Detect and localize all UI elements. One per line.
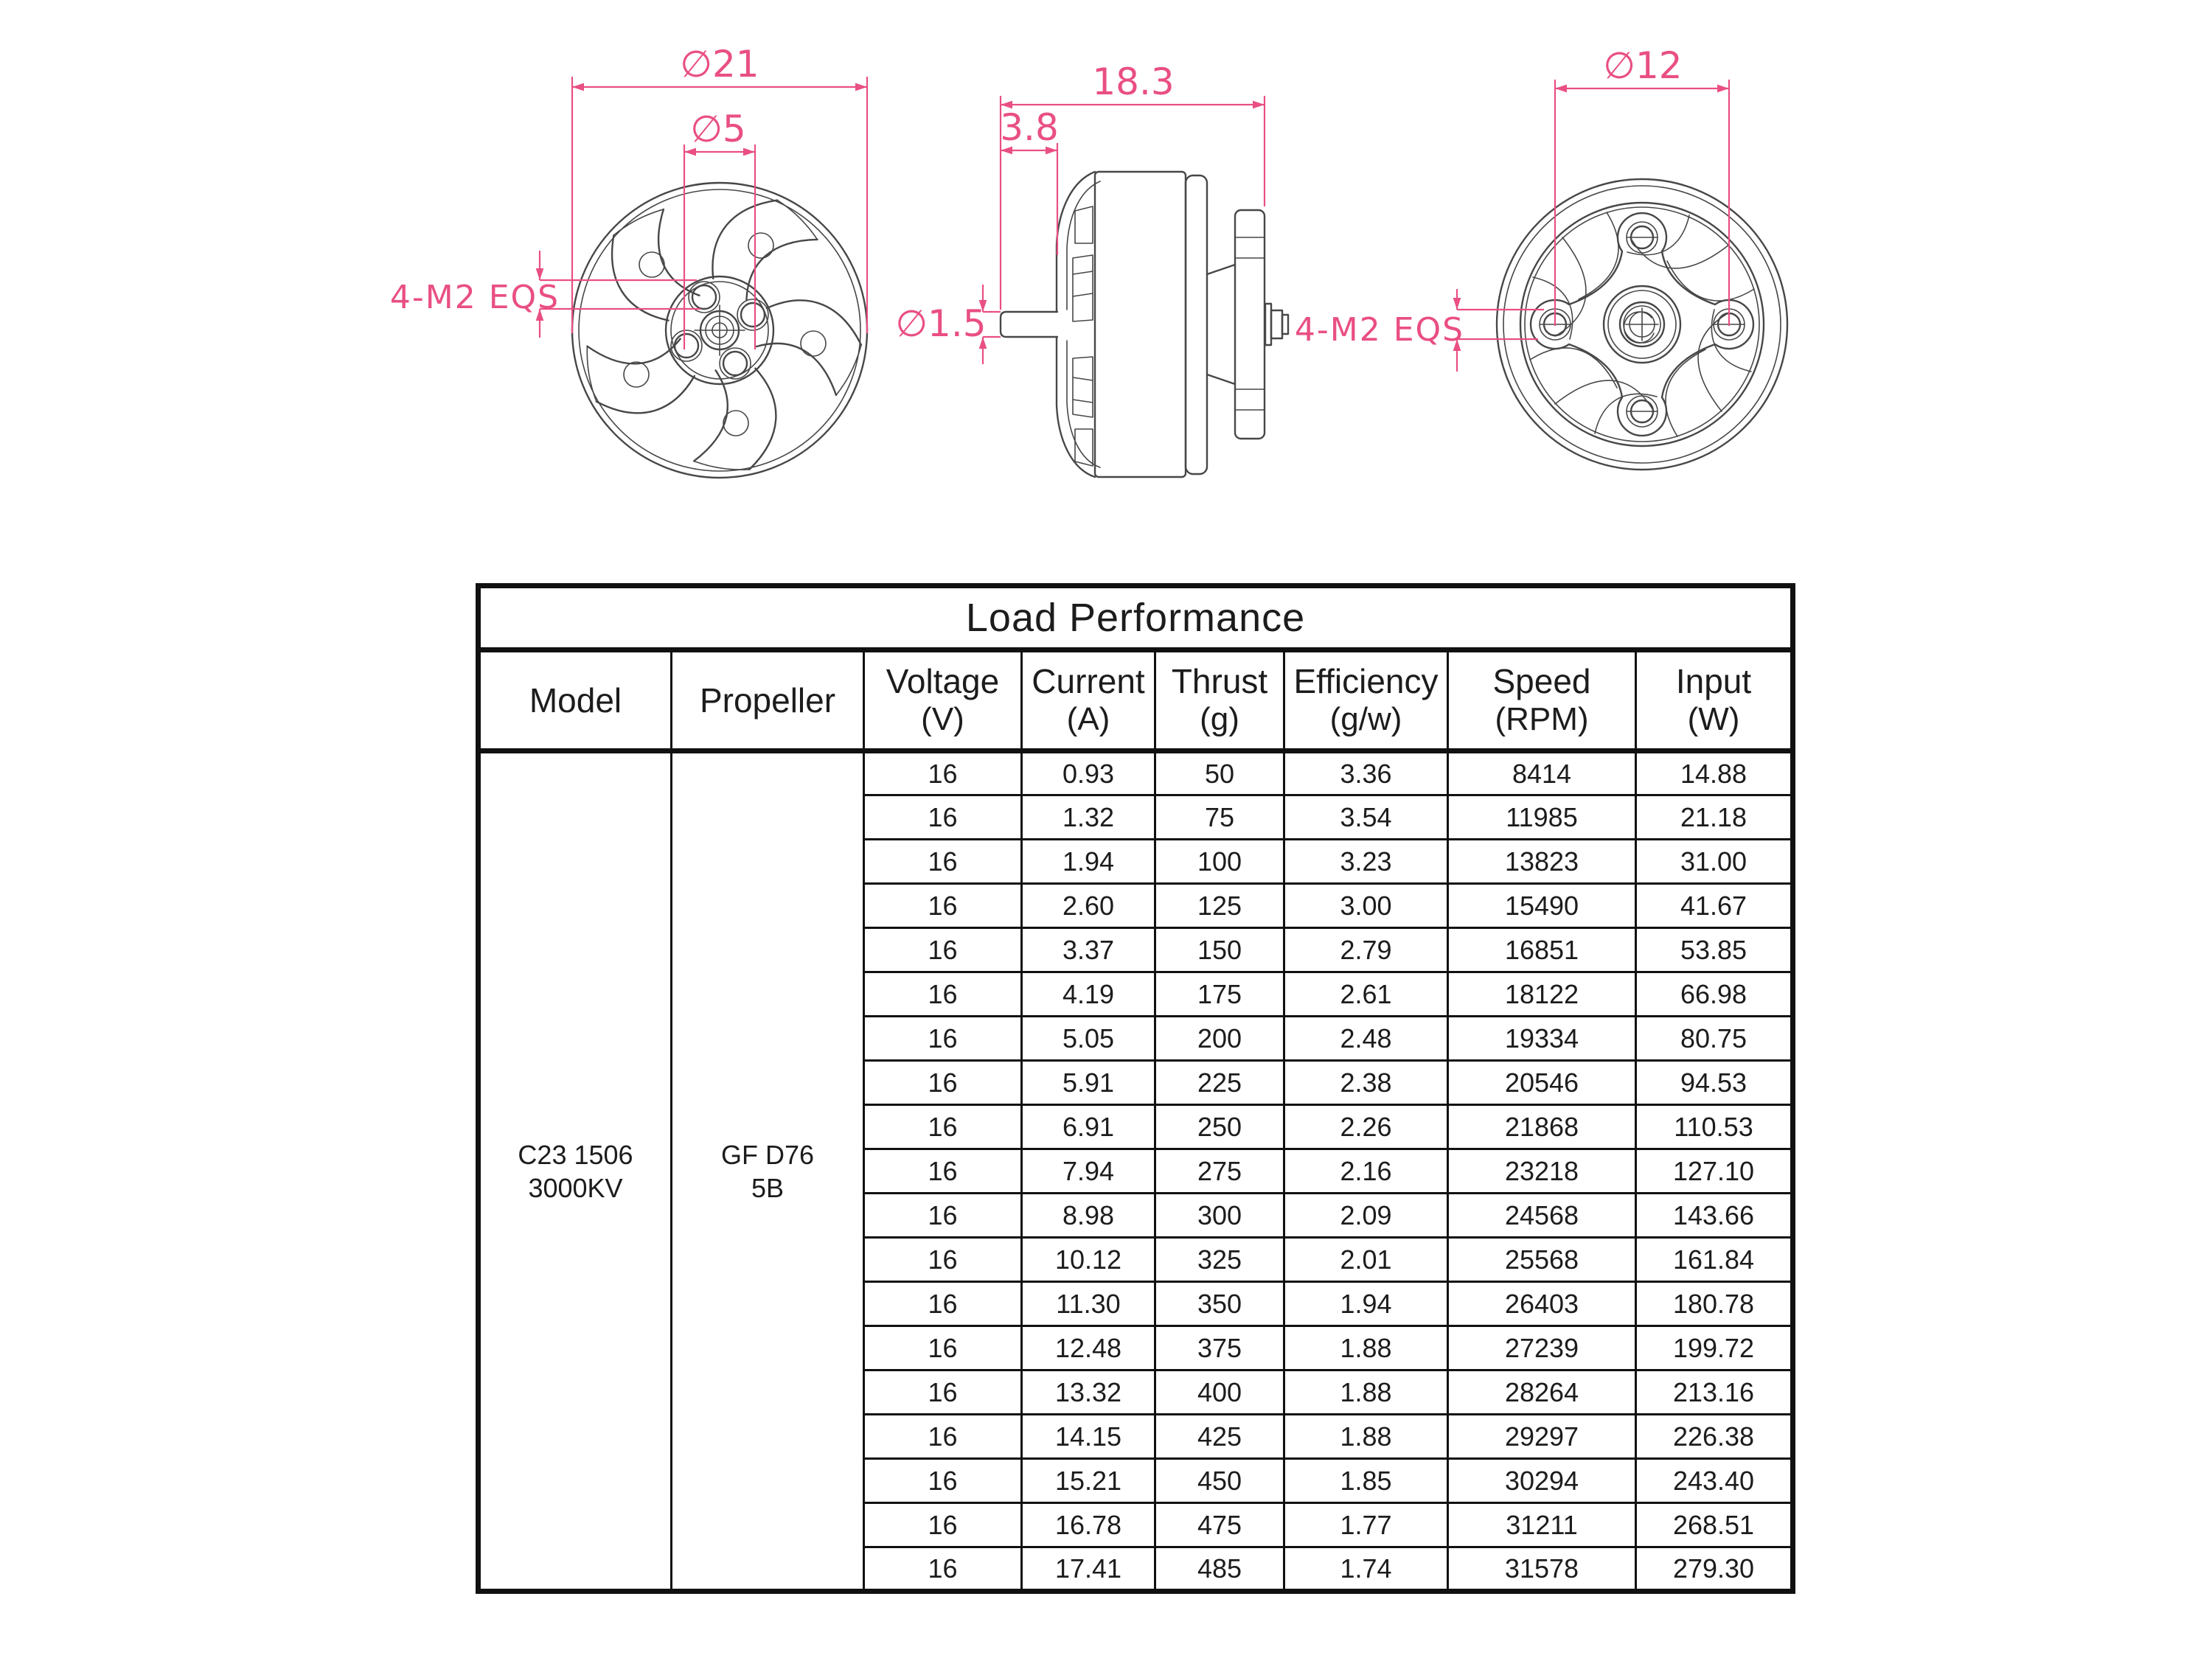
cell-thrust: 425 — [1155, 1415, 1284, 1459]
model-cell: C23 1506 3000KV — [479, 751, 672, 1592]
cell-speed: 11985 — [1448, 795, 1636, 840]
cell-input: 53.85 — [1636, 928, 1793, 972]
cell-speed: 25568 — [1448, 1238, 1636, 1282]
cell-speed: 31211 — [1448, 1503, 1636, 1547]
cell-thrust: 450 — [1155, 1459, 1284, 1503]
cell-current: 10.12 — [1022, 1238, 1155, 1282]
cell-current: 3.37 — [1022, 928, 1155, 972]
cell-input: 94.53 — [1636, 1061, 1793, 1105]
dim-label-shaft-diameter: ∅1.5 — [895, 302, 987, 345]
col-header-efficiency: Efficiency (g/w) — [1284, 650, 1448, 751]
cell-input: 161.84 — [1636, 1238, 1793, 1282]
cell-current: 11.30 — [1022, 1282, 1155, 1326]
cell-efficiency: 2.16 — [1284, 1149, 1448, 1194]
cell-thrust: 225 — [1155, 1061, 1284, 1105]
cell-current: 17.41 — [1022, 1547, 1155, 1592]
cell-current: 1.32 — [1022, 795, 1155, 840]
cell-efficiency: 2.26 — [1284, 1105, 1448, 1149]
cell-input: 66.98 — [1636, 972, 1793, 1017]
cell-voltage: 16 — [864, 928, 1022, 972]
mount-holes-label-front: 4-M2 EQS — [389, 279, 560, 316]
cell-thrust: 475 — [1155, 1503, 1284, 1547]
cell-current: 8.98 — [1022, 1194, 1155, 1238]
dim-label-bolt-circle-front: ∅5 — [690, 108, 746, 150]
cell-voltage: 16 — [864, 1459, 1022, 1503]
cell-input: 180.78 — [1636, 1282, 1793, 1326]
load-performance-table — [476, 583, 1795, 1594]
cell-input: 268.51 — [1636, 1503, 1793, 1547]
cell-input: 279.30 — [1636, 1547, 1793, 1592]
cell-efficiency: 2.09 — [1284, 1194, 1448, 1238]
cell-voltage: 16 — [864, 1149, 1022, 1194]
cell-voltage: 16 — [864, 751, 1022, 795]
cell-efficiency: 1.88 — [1284, 1415, 1448, 1459]
cell-efficiency: 1.74 — [1284, 1547, 1448, 1592]
cell-speed: 24568 — [1448, 1194, 1636, 1238]
cell-input: 127.10 — [1636, 1149, 1793, 1194]
cell-current: 0.93 — [1022, 751, 1155, 795]
cell-current: 13.32 — [1022, 1370, 1155, 1415]
cell-speed: 28264 — [1448, 1370, 1636, 1415]
cell-current: 7.94 — [1022, 1149, 1155, 1194]
mount-plate — [1235, 210, 1265, 439]
cell-speed: 19334 — [1448, 1017, 1636, 1061]
cell-thrust: 275 — [1155, 1149, 1284, 1194]
cell-speed: 15490 — [1448, 884, 1636, 928]
cell-thrust: 75 — [1155, 795, 1284, 840]
cell-efficiency: 2.48 — [1284, 1017, 1448, 1061]
cell-thrust: 150 — [1155, 928, 1284, 972]
cell-input: 243.40 — [1636, 1459, 1793, 1503]
cell-efficiency: 3.00 — [1284, 884, 1448, 928]
col-header-propeller: Propeller — [672, 650, 864, 751]
cell-voltage: 16 — [864, 1017, 1022, 1061]
cell-current: 12.48 — [1022, 1326, 1155, 1370]
cell-thrust: 125 — [1155, 884, 1284, 928]
motor-technical-drawing — [0, 0, 2212, 582]
mount-holes-label-rear: 4-M2 EQS — [1294, 311, 1465, 349]
col-header-thrust: Thrust (g) — [1155, 650, 1284, 751]
cell-efficiency: 2.79 — [1284, 928, 1448, 972]
cell-efficiency: 3.54 — [1284, 795, 1448, 840]
cell-voltage: 16 — [864, 1194, 1022, 1238]
cell-current: 2.60 — [1022, 884, 1155, 928]
cell-input: 80.75 — [1636, 1017, 1793, 1061]
cell-input: 226.38 — [1636, 1415, 1793, 1459]
cell-thrust: 375 — [1155, 1326, 1284, 1370]
cell-speed: 30294 — [1448, 1459, 1636, 1503]
cell-efficiency: 3.36 — [1284, 751, 1448, 795]
cell-efficiency: 3.23 — [1284, 840, 1448, 884]
cell-efficiency: 1.88 — [1284, 1370, 1448, 1415]
cell-input: 14.88 — [1636, 751, 1793, 795]
cell-thrust: 400 — [1155, 1370, 1284, 1415]
cell-speed: 29297 — [1448, 1415, 1636, 1459]
cell-thrust: 325 — [1155, 1238, 1284, 1282]
cell-voltage: 16 — [864, 1326, 1022, 1370]
cell-voltage: 16 — [864, 884, 1022, 928]
cell-thrust: 485 — [1155, 1547, 1284, 1592]
cell-voltage: 16 — [864, 972, 1022, 1017]
cell-current: 5.91 — [1022, 1061, 1155, 1105]
cell-input: 21.18 — [1636, 795, 1793, 840]
cell-current: 1.94 — [1022, 840, 1155, 884]
cell-voltage: 16 — [864, 1503, 1022, 1547]
front-view-drawing — [390, 43, 867, 485]
side-view-drawing — [895, 60, 1288, 477]
cell-voltage: 16 — [864, 840, 1022, 884]
cell-current: 5.05 — [1022, 1017, 1155, 1061]
cell-thrust: 250 — [1155, 1105, 1284, 1149]
prop-cell: GF D76 5B — [672, 751, 864, 1592]
cell-thrust: 100 — [1155, 840, 1284, 884]
cell-speed: 13823 — [1448, 840, 1636, 884]
dim-label-shaft-length: 3.8 — [1000, 106, 1059, 149]
cell-speed: 20546 — [1448, 1061, 1636, 1105]
table-title: Load Performance — [479, 586, 1793, 650]
col-header-voltage: Voltage (V) — [864, 650, 1022, 751]
cell-voltage: 16 — [864, 795, 1022, 840]
cell-voltage: 16 — [864, 1238, 1022, 1282]
col-header-current: Current (A) — [1022, 650, 1155, 751]
performance-tbody — [479, 751, 1793, 1592]
cell-speed: 8414 — [1448, 751, 1636, 795]
cell-speed: 23218 — [1448, 1149, 1636, 1194]
cell-speed: 31578 — [1448, 1547, 1636, 1592]
table-row — [479, 751, 1793, 795]
cell-thrust: 175 — [1155, 972, 1284, 1017]
cell-thrust: 300 — [1155, 1194, 1284, 1238]
cell-input: 199.72 — [1636, 1326, 1793, 1370]
cell-speed: 18122 — [1448, 972, 1636, 1017]
cell-input: 31.00 — [1636, 840, 1793, 884]
col-header-input: Input (W) — [1636, 650, 1793, 751]
cell-current: 16.78 — [1022, 1503, 1155, 1547]
cell-current: 14.15 — [1022, 1415, 1155, 1459]
cell-efficiency: 2.01 — [1284, 1238, 1448, 1282]
cell-speed: 21868 — [1448, 1105, 1636, 1149]
cell-current: 6.91 — [1022, 1105, 1155, 1149]
cell-speed: 26403 — [1448, 1282, 1636, 1326]
cell-voltage: 16 — [864, 1415, 1022, 1459]
cell-efficiency: 1.94 — [1284, 1282, 1448, 1326]
table-header-row — [479, 650, 1793, 751]
motor-shaft — [1001, 312, 1057, 337]
cell-input: 41.67 — [1636, 884, 1793, 928]
cell-thrust: 200 — [1155, 1017, 1284, 1061]
col-header-model: Model — [479, 650, 672, 751]
cell-voltage: 16 — [864, 1061, 1022, 1105]
cell-thrust: 350 — [1155, 1282, 1284, 1326]
cell-efficiency: 1.77 — [1284, 1503, 1448, 1547]
rear-view-drawing — [1295, 44, 1787, 470]
dim-label-outer-diameter: ∅21 — [680, 43, 759, 86]
cell-voltage: 16 — [864, 1370, 1022, 1415]
front-dimensions — [390, 43, 867, 349]
cell-input: 213.16 — [1636, 1370, 1793, 1415]
cell-speed: 16851 — [1448, 928, 1636, 972]
cell-input: 143.66 — [1636, 1194, 1793, 1238]
cell-thrust: 50 — [1155, 751, 1284, 795]
col-header-speed: Speed (RPM) — [1448, 650, 1636, 751]
cell-voltage: 16 — [864, 1105, 1022, 1149]
cell-efficiency: 1.88 — [1284, 1326, 1448, 1370]
dim-label-total-length: 18.3 — [1092, 60, 1175, 103]
cell-voltage: 16 — [864, 1547, 1022, 1592]
cell-voltage: 16 — [864, 1282, 1022, 1326]
dim-label-mount-circle: ∅12 — [1603, 44, 1683, 87]
side-vent-slots — [1073, 206, 1093, 466]
cell-efficiency: 1.85 — [1284, 1459, 1448, 1503]
cell-current: 4.19 — [1022, 972, 1155, 1017]
side-dimensions — [895, 60, 1265, 364]
cell-input: 110.53 — [1636, 1105, 1793, 1149]
cell-speed: 27239 — [1448, 1326, 1636, 1370]
cell-efficiency: 2.61 — [1284, 972, 1448, 1017]
cell-current: 15.21 — [1022, 1459, 1155, 1503]
cell-efficiency: 2.38 — [1284, 1061, 1448, 1105]
